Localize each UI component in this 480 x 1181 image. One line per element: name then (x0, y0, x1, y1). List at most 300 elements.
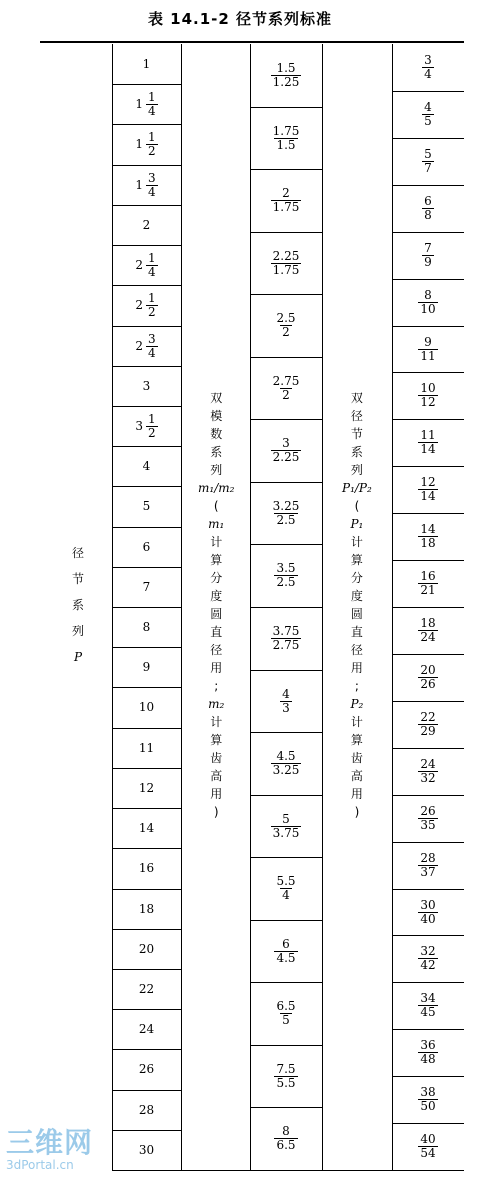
fraction (146, 172, 158, 199)
whole-part: 1 (135, 178, 143, 192)
table-cell (250, 169, 322, 232)
table-cell (112, 889, 181, 929)
denominator: 2 (282, 325, 290, 339)
numerator: 38 (420, 1085, 436, 1099)
table-cell (112, 567, 181, 607)
label-char: P (73, 650, 83, 664)
label-char: 列 (350, 463, 363, 477)
table-cell (112, 808, 181, 848)
denominator: 11 (420, 349, 436, 363)
fraction (274, 875, 297, 902)
table-cell (392, 513, 464, 560)
numerator: 2.25 (272, 249, 300, 263)
pitch-mixed-value (135, 91, 157, 118)
denominator: 37 (420, 865, 436, 879)
numerator: 14 (420, 522, 436, 536)
label-char: 计 (210, 715, 223, 729)
denominator: 4.5 (276, 951, 296, 965)
label-char: 齿 (350, 751, 363, 765)
numerator: 8 (282, 1124, 290, 1138)
table-cell (112, 165, 181, 205)
denominator: 4 (148, 264, 156, 279)
denominator: 5 (282, 1013, 290, 1027)
table-cell (392, 560, 464, 607)
pitch-mixed-value (135, 413, 157, 440)
fraction (418, 570, 437, 597)
fraction (146, 413, 158, 440)
label-char: 用 (210, 661, 223, 675)
table-cell (392, 326, 464, 373)
fraction (418, 336, 437, 363)
table-cell (392, 185, 464, 232)
numerator: 4 (282, 687, 290, 701)
pitch-value: 6 (142, 540, 151, 554)
table-cell (112, 929, 181, 969)
table-cell (250, 857, 322, 920)
label-char: 分 (350, 571, 363, 585)
label-char: 双 (210, 391, 223, 405)
numerator: 20 (420, 663, 436, 677)
label-char: m₂ (208, 697, 225, 711)
pitch-value: 11 (138, 741, 155, 755)
numerator: 4.5 (276, 749, 296, 763)
fraction (146, 91, 158, 118)
table-cell (392, 654, 464, 701)
label-char: 模 (210, 409, 223, 423)
numerator: 2.75 (272, 374, 300, 388)
table-cell (250, 107, 322, 170)
pitch-value: 28 (138, 1103, 155, 1117)
table-cell (112, 1009, 181, 1049)
numerator: 1 (148, 411, 156, 426)
fraction (271, 62, 302, 89)
table-cell (250, 232, 322, 295)
table-cell (392, 279, 464, 326)
label-char: P₁ (350, 517, 364, 531)
whole-part: 2 (135, 298, 143, 312)
denominator: 4 (424, 67, 432, 81)
denominator: 2.75 (272, 638, 300, 652)
pitch-value: 9 (142, 660, 151, 674)
denominator: 1.75 (272, 200, 300, 214)
denominator: 45 (420, 1005, 436, 1019)
whole-part: 3 (135, 419, 143, 433)
denominator: 3 (282, 701, 290, 715)
fraction (418, 758, 437, 785)
numerator: 34 (420, 991, 436, 1005)
denominator: 12 (420, 395, 436, 409)
table-top-rule (40, 41, 464, 43)
denominator: 24 (420, 630, 436, 644)
numerator: 12 (420, 475, 436, 489)
pitch-mixed-value (135, 131, 157, 158)
denominator: 29 (420, 724, 436, 738)
label-char: 系 (350, 445, 363, 459)
numerator: 40 (420, 1132, 436, 1146)
numerator: 18 (420, 616, 436, 630)
numerator: 3 (282, 436, 290, 450)
table-cell (392, 419, 464, 466)
numerator: 4 (424, 100, 432, 114)
pitch-value: 16 (138, 861, 155, 875)
denominator: 2 (148, 143, 156, 158)
pitch-mixed-value (135, 292, 157, 319)
denominator: 4 (148, 103, 156, 118)
table-cell (250, 1107, 322, 1170)
table-cell (112, 1130, 181, 1170)
table-cell (112, 285, 181, 325)
table-cell (392, 935, 464, 982)
fraction (271, 125, 302, 152)
label-char: 节 (350, 427, 363, 441)
table-cell (392, 701, 464, 748)
denominator: 21 (420, 583, 436, 597)
label-char: 径 (350, 409, 363, 423)
fraction (418, 1086, 437, 1113)
denominator: 2.25 (272, 450, 300, 464)
label-char: 直 (350, 625, 363, 639)
label-char: m₁/m₂ (198, 481, 235, 495)
table-cell (392, 842, 464, 889)
denominator: 4 (148, 184, 156, 199)
table-cell (392, 232, 464, 279)
table-cell (392, 889, 464, 936)
table-cell (112, 728, 181, 768)
fraction (418, 617, 437, 644)
fraction (146, 292, 158, 319)
numerator: 3 (424, 53, 432, 67)
table-cell (112, 768, 181, 808)
fraction (271, 187, 302, 214)
table-cell (250, 982, 322, 1045)
denominator: 2 (148, 425, 156, 440)
numerator: 10 (420, 381, 436, 395)
watermark-logo (6, 1128, 93, 1172)
denominator: 7 (424, 161, 432, 175)
fraction (274, 1125, 297, 1152)
label-char: 径 (350, 643, 363, 657)
numerator: 1 (148, 290, 156, 305)
denominator: 5 (424, 114, 432, 128)
denominator: 1.75 (272, 263, 300, 277)
denominator: 6.5 (276, 1138, 296, 1152)
fraction (271, 375, 302, 402)
numerator: 6 (424, 194, 432, 208)
numerator: 2.5 (276, 311, 296, 325)
table-cell (250, 670, 322, 733)
label-char: 算 (350, 733, 363, 747)
numerator: 26 (420, 804, 436, 818)
numerator: 3 (148, 170, 156, 185)
label-char: 径 (210, 643, 223, 657)
label-char: 分 (210, 571, 223, 585)
table-cell (112, 205, 181, 245)
denominator: 2.5 (276, 513, 296, 527)
fraction (418, 805, 437, 832)
numerator: 3.5 (276, 561, 296, 575)
numerator: 5 (282, 812, 290, 826)
denominator: 35 (420, 818, 436, 832)
label-char: 算 (210, 733, 223, 747)
label-char: 系 (72, 598, 85, 612)
numerator: 36 (420, 1038, 436, 1052)
label-char: 用 (350, 787, 363, 801)
label-char: 数 (210, 427, 223, 441)
label-char: ) (354, 805, 360, 819)
fraction (146, 333, 158, 360)
table-cell (392, 982, 464, 1029)
denominator: 48 (420, 1052, 436, 1066)
pitch-mixed-value (135, 333, 157, 360)
denominator: 10 (420, 302, 436, 316)
table-cell (250, 544, 322, 607)
table-cell (250, 607, 322, 670)
pitch-value: 12 (138, 781, 155, 795)
row-header-label (72, 540, 84, 670)
label-char: 用 (210, 787, 223, 801)
denominator: 26 (420, 677, 436, 691)
pitch-value: 14 (138, 821, 155, 835)
denominator: 1.5 (276, 138, 296, 152)
numerator: 1.5 (276, 61, 296, 75)
numerator: 3.75 (272, 624, 300, 638)
denominator: 50 (420, 1099, 436, 1113)
numerator: 3.25 (272, 499, 300, 513)
numerator: 7 (424, 241, 432, 255)
fraction (271, 500, 302, 527)
pitch-value: 7 (142, 580, 151, 594)
fraction (418, 1039, 437, 1066)
denominator: 18 (420, 536, 436, 550)
numerator: 16 (420, 569, 436, 583)
table-cell (392, 795, 464, 842)
pitch-value: 20 (138, 942, 155, 956)
fraction (280, 688, 292, 715)
table-cell (250, 795, 322, 858)
label-char: 算 (350, 553, 363, 567)
whole-part: 1 (135, 137, 143, 151)
table-cell (112, 44, 181, 84)
table-cell (112, 969, 181, 1009)
numerator: 8 (424, 288, 432, 302)
table-cell (112, 124, 181, 164)
fraction (271, 437, 302, 464)
table-cell (112, 406, 181, 446)
table-cell (392, 466, 464, 513)
table-cell (112, 446, 181, 486)
table-cell (112, 1049, 181, 1089)
denominator: 3.25 (272, 763, 300, 777)
fraction (274, 938, 297, 965)
denominator: 8 (424, 208, 432, 222)
numerator: 22 (420, 710, 436, 724)
fraction (271, 250, 302, 277)
fraction (418, 992, 437, 1019)
pitch-value: 5 (142, 499, 151, 513)
fraction (422, 242, 434, 269)
table-cell (250, 482, 322, 545)
pitch-value: 2 (142, 218, 151, 232)
table-cell (250, 44, 322, 107)
watermark-en: 3dPortal.cn (6, 1158, 74, 1172)
numerator: 28 (420, 851, 436, 865)
fraction (418, 429, 437, 456)
fraction (418, 664, 437, 691)
pitch-value: 18 (138, 902, 155, 916)
numerator: 24 (420, 757, 436, 771)
table-cell (250, 732, 322, 795)
label-char: 度 (210, 589, 223, 603)
table-cell (112, 647, 181, 687)
numerator: 5 (424, 147, 432, 161)
label-char: m₁ (208, 517, 225, 531)
table-cell (392, 1076, 464, 1123)
fraction (422, 195, 434, 222)
pitch-value: 26 (138, 1062, 155, 1076)
fraction (418, 899, 437, 926)
table-cell (392, 44, 464, 91)
label-char: 直 (210, 625, 223, 639)
denominator: 5.5 (276, 1076, 296, 1090)
table-cell (112, 687, 181, 727)
pitch-mixed-value (135, 172, 157, 199)
numerator: 3 (148, 331, 156, 346)
label-char: 高 (210, 769, 223, 783)
label-char: 圆 (210, 607, 223, 621)
fraction (418, 476, 437, 503)
table-cell (250, 294, 322, 357)
denominator: 1.25 (272, 75, 300, 89)
watermark-cn: 三维网 (6, 1126, 94, 1159)
table-cell (392, 138, 464, 185)
label-char: 列 (210, 463, 223, 477)
dual-module-series-label (198, 389, 234, 821)
numerator: 1 (148, 250, 156, 265)
pitch-value: 22 (138, 982, 155, 996)
fraction (418, 852, 437, 879)
fraction (418, 945, 437, 972)
fraction (146, 252, 158, 279)
denominator: 9 (424, 255, 432, 269)
fraction (422, 54, 434, 81)
table-cell (392, 372, 464, 419)
table-cell (112, 848, 181, 888)
fraction (146, 131, 158, 158)
numerator: 32 (420, 944, 436, 958)
label-char: 计 (350, 535, 363, 549)
denominator: 2.5 (276, 575, 296, 589)
fraction (418, 523, 437, 550)
fraction (418, 382, 437, 409)
fraction (274, 1063, 297, 1090)
table-cell (112, 366, 181, 406)
table-cell (112, 1090, 181, 1130)
pitch-value: 10 (138, 700, 155, 714)
table-cell (392, 748, 464, 795)
label-char: ) (213, 805, 219, 819)
label-char: 节 (72, 572, 85, 586)
pitch-value: 3 (142, 379, 151, 393)
numerator: 9 (424, 335, 432, 349)
label-char: ( (213, 499, 219, 513)
numerator: 1 (148, 89, 156, 104)
table-cell (392, 91, 464, 138)
denominator: 4 (282, 888, 290, 902)
label-char: ( (354, 499, 360, 513)
pitch-value: 8 (142, 620, 151, 634)
denominator: 42 (420, 958, 436, 972)
denominator: 3.75 (272, 826, 300, 840)
table-cell (392, 1123, 464, 1170)
dual-pitch-series-label (342, 389, 372, 821)
label-char: 齿 (210, 751, 223, 765)
numerator: 11 (420, 428, 436, 442)
denominator: 54 (420, 1146, 436, 1160)
fraction (271, 750, 302, 777)
whole-part: 1 (135, 97, 143, 111)
numerator: 1.75 (272, 124, 300, 138)
label-char: 度 (350, 589, 363, 603)
denominator: 40 (420, 912, 436, 926)
denominator: 2 (148, 304, 156, 319)
fraction (271, 625, 302, 652)
label-char: 圆 (350, 607, 363, 621)
numerator: 30 (420, 898, 436, 912)
table-cell (392, 1029, 464, 1076)
denominator: 2 (282, 388, 290, 402)
whole-part: 2 (135, 258, 143, 272)
label-char: 计 (350, 715, 363, 729)
pitch-mixed-value (135, 252, 157, 279)
label-char: P₁/P₂ (342, 481, 372, 495)
fraction (274, 562, 297, 589)
label-char: 用 (350, 661, 363, 675)
table-title: 表 14.1-2 径节系列标准 (147, 10, 333, 28)
label-char: 系 (210, 445, 223, 459)
label-char: P₂ (350, 697, 364, 711)
pitch-value: 1 (142, 57, 151, 71)
label-char: 列 (72, 624, 85, 638)
denominator: 32 (420, 771, 436, 785)
table-cell (250, 419, 322, 482)
numerator: 5.5 (276, 874, 296, 888)
fraction (274, 312, 297, 339)
pitch-value: 4 (142, 459, 151, 473)
whole-part: 2 (135, 339, 143, 353)
numerator: 2 (282, 186, 290, 200)
numerator: 6.5 (276, 999, 296, 1013)
table-cell (112, 326, 181, 366)
numerator: 1 (148, 129, 156, 144)
fraction (274, 1000, 297, 1027)
pitch-value: 24 (138, 1022, 155, 1036)
table-cell (250, 1045, 322, 1108)
label-char: ; (214, 679, 219, 693)
denominator: 4 (148, 345, 156, 360)
denominator: 14 (420, 489, 436, 503)
table-cell (392, 607, 464, 654)
label-char: 双 (350, 391, 363, 405)
table-cell (112, 84, 181, 124)
pitch-value: 30 (138, 1143, 155, 1157)
label-char: 径 (72, 546, 85, 560)
fraction (422, 101, 434, 128)
table-bottom-rule (112, 1170, 464, 1171)
table-cell (112, 527, 181, 567)
label-char: 计 (210, 535, 223, 549)
denominator: 14 (420, 442, 436, 456)
label-char: 算 (210, 553, 223, 567)
